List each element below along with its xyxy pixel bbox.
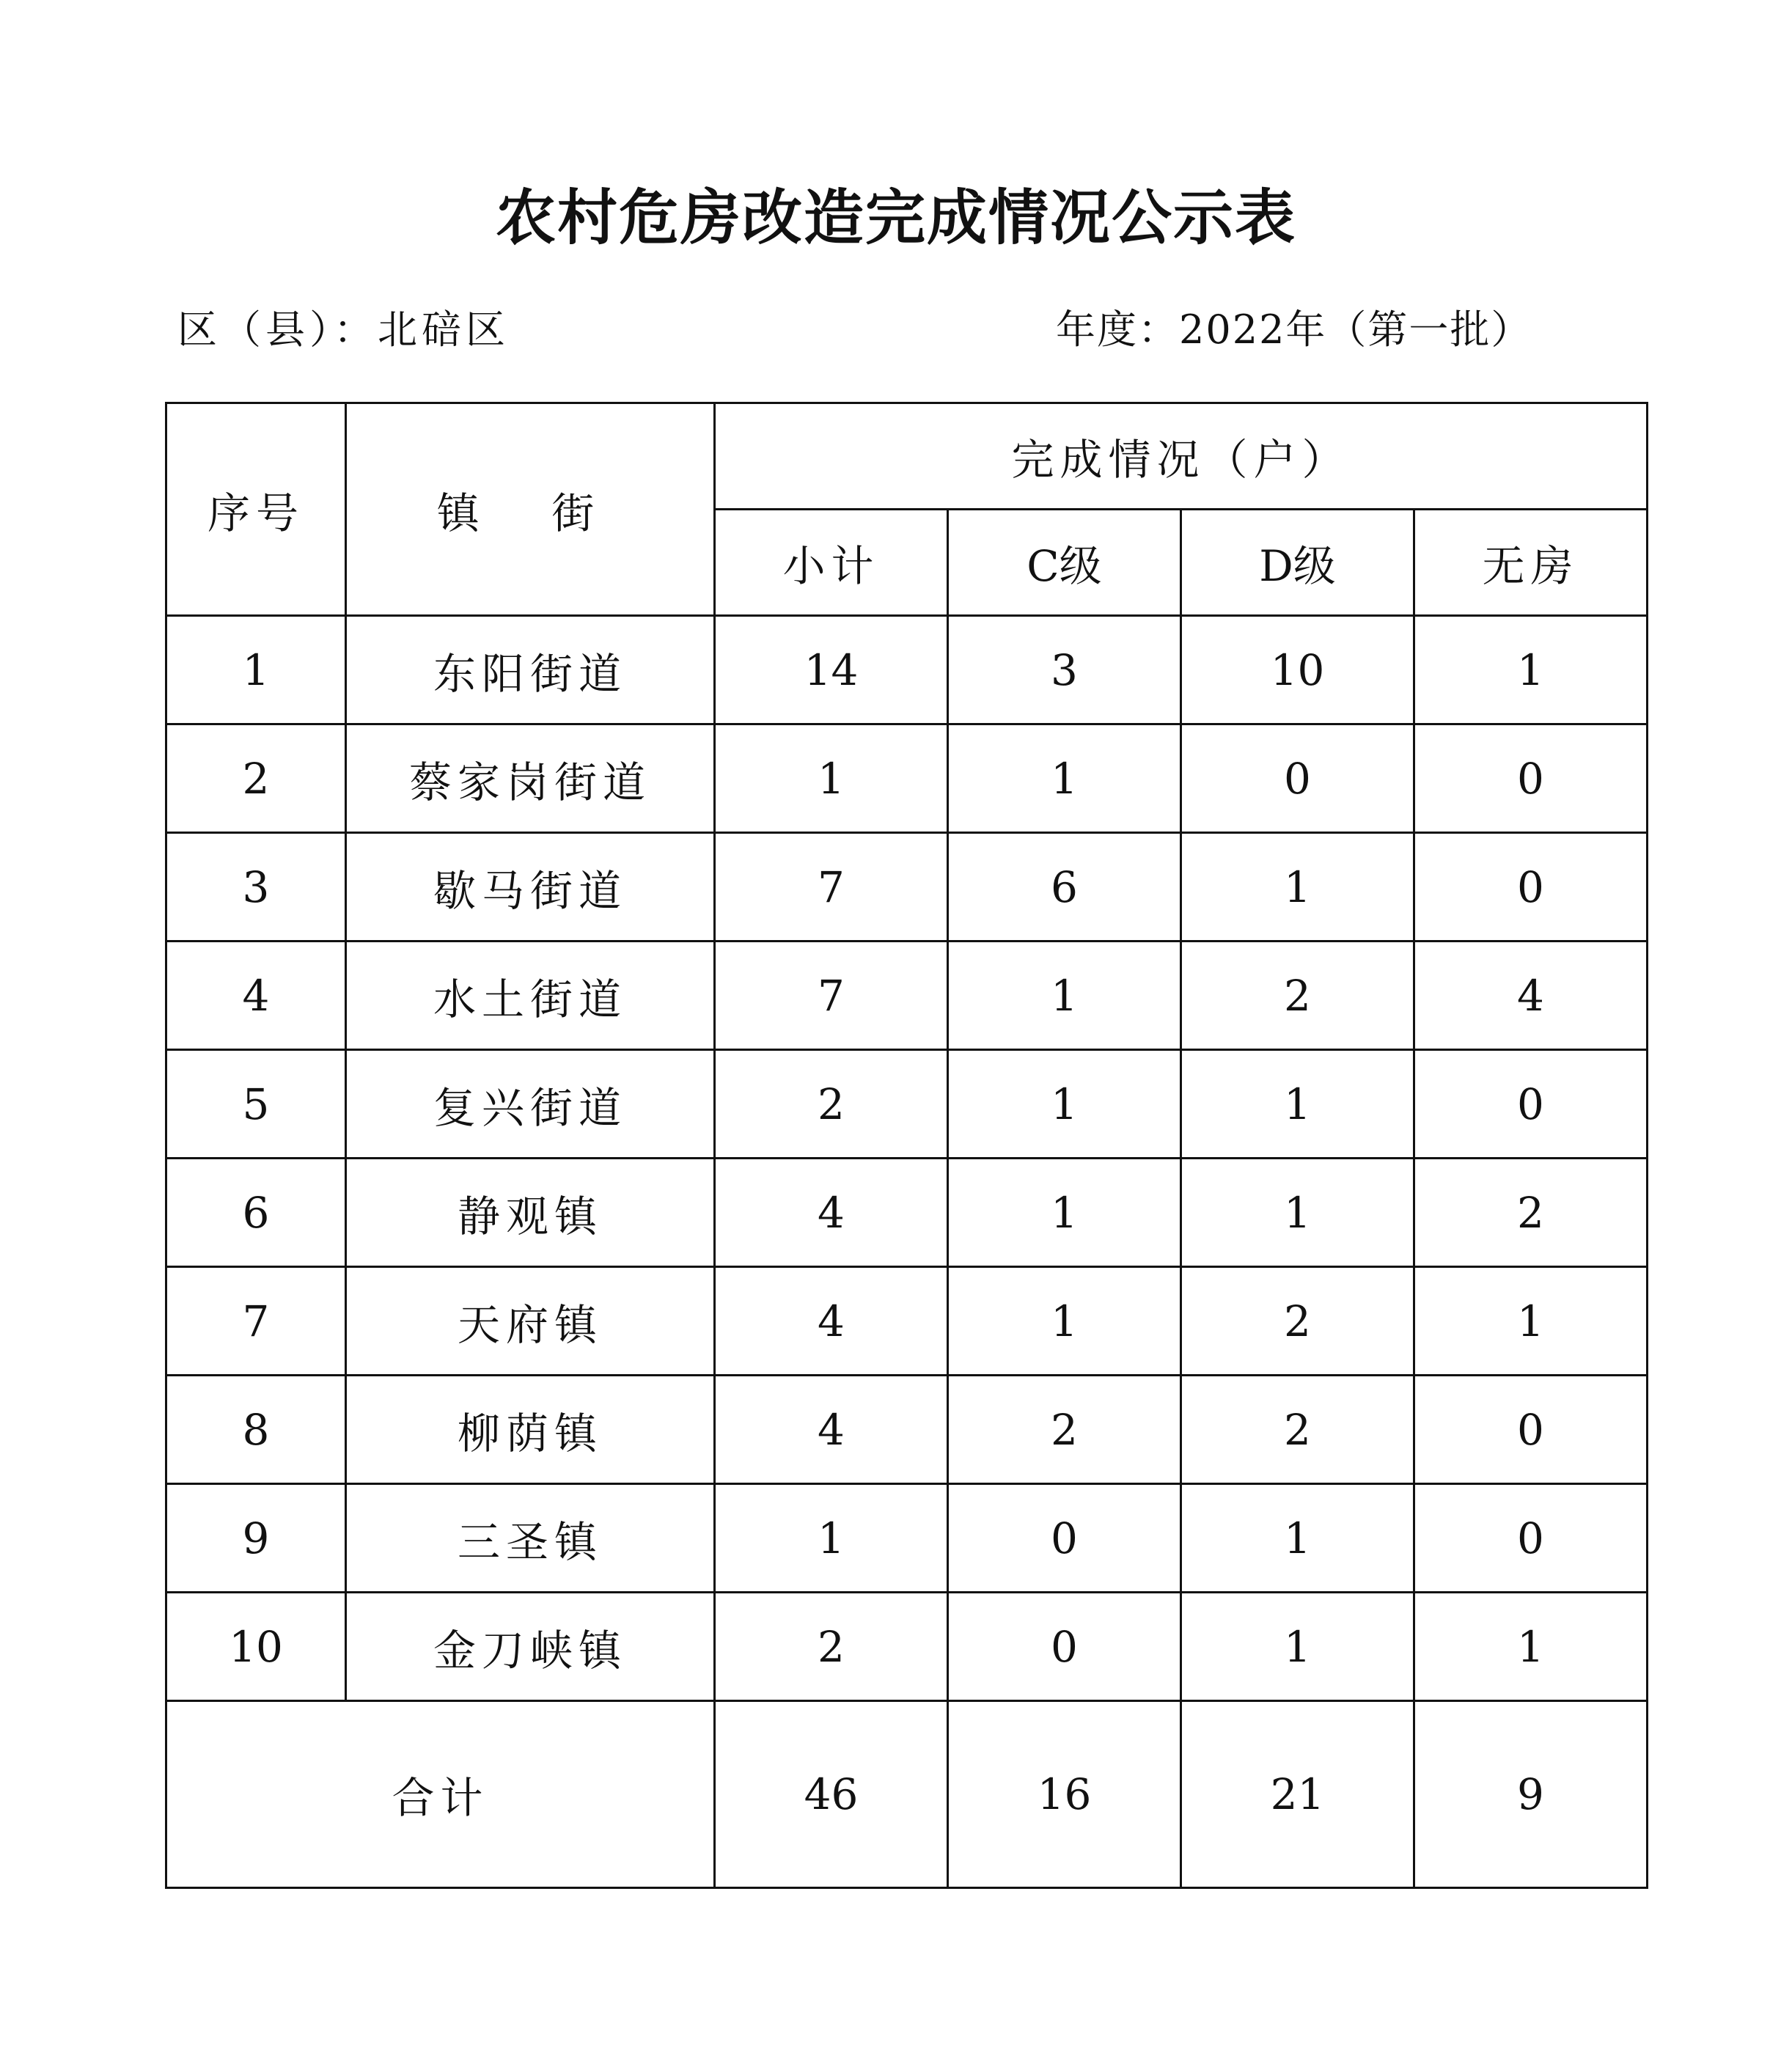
cell-c-level: 1	[948, 1050, 1181, 1159]
total-subtotal: 46	[715, 1701, 948, 1888]
cell-index: 4	[166, 942, 346, 1050]
cell-no-house: 0	[1414, 724, 1648, 833]
cell-d-level: 10	[1181, 616, 1414, 724]
cell-subtotal: 4	[715, 1376, 948, 1484]
cell-town: 蔡家岗街道	[346, 724, 715, 833]
cell-town: 东阳街道	[346, 616, 715, 724]
cell-d-level: 1	[1181, 1159, 1414, 1267]
cell-c-level: 3	[948, 616, 1181, 724]
cell-c-level: 1	[948, 1267, 1181, 1376]
cell-no-house: 1	[1414, 1267, 1648, 1376]
cell-d-level: 2	[1181, 1267, 1414, 1376]
total-c-level: 16	[948, 1701, 1181, 1888]
cell-no-house: 0	[1414, 1376, 1648, 1484]
cell-d-level: 1	[1181, 1484, 1414, 1593]
header-completion-group: 完成情况（户）	[715, 403, 1648, 510]
header-d-level: D级	[1181, 510, 1414, 616]
page-title: 农村危房改造完成情况公示表	[495, 183, 1296, 253]
cell-d-level: 1	[1181, 1050, 1414, 1159]
cell-subtotal: 7	[715, 833, 948, 942]
cell-no-house: 1	[1414, 616, 1648, 724]
cell-town: 金刀峡镇	[346, 1593, 715, 1701]
year-label: 年度：2022年（第一批）	[1056, 307, 1532, 353]
cell-subtotal: 14	[715, 616, 948, 724]
cell-town: 复兴街道	[346, 1050, 715, 1159]
header-no-house: 无房	[1414, 510, 1648, 616]
cell-index: 10	[166, 1593, 346, 1701]
cell-town: 静观镇	[346, 1159, 715, 1267]
cell-d-level: 0	[1181, 724, 1414, 833]
cell-c-level: 0	[948, 1593, 1181, 1701]
total-d-level: 21	[1181, 1701, 1414, 1888]
cell-town: 柳荫镇	[346, 1376, 715, 1484]
cell-c-level: 1	[948, 1159, 1181, 1267]
cell-subtotal: 7	[715, 942, 948, 1050]
table-row	[166, 1376, 1648, 1484]
cell-no-house: 0	[1414, 1484, 1648, 1593]
cell-town: 歇马街道	[346, 833, 715, 942]
cell-no-house: 1	[1414, 1593, 1648, 1701]
cell-d-level: 1	[1181, 1593, 1414, 1701]
completion-table	[165, 402, 1648, 1889]
cell-no-house: 2	[1414, 1159, 1648, 1267]
header-row-top	[166, 403, 1648, 510]
table-row	[166, 1267, 1648, 1376]
cell-c-level: 6	[948, 833, 1181, 942]
cell-index: 8	[166, 1376, 346, 1484]
cell-c-level: 1	[948, 724, 1181, 833]
cell-subtotal: 2	[715, 1593, 948, 1701]
table-row	[166, 833, 1648, 942]
cell-index: 9	[166, 1484, 346, 1593]
cell-d-level: 1	[1181, 833, 1414, 942]
cell-subtotal: 4	[715, 1267, 948, 1376]
header-subtotal: 小计	[715, 510, 948, 616]
cell-index: 1	[166, 616, 346, 724]
total-label: 合计	[166, 1701, 715, 1888]
cell-c-level: 2	[948, 1376, 1181, 1484]
cell-no-house: 4	[1414, 942, 1648, 1050]
cell-subtotal: 1	[715, 1484, 948, 1593]
cell-town: 天府镇	[346, 1267, 715, 1376]
total-row	[166, 1701, 1648, 1888]
cell-c-level: 0	[948, 1484, 1181, 1593]
cell-index: 3	[166, 833, 346, 942]
district-label: 区（县）：北碚区	[177, 307, 510, 353]
cell-subtotal: 4	[715, 1159, 948, 1267]
table-row	[166, 724, 1648, 833]
table-row	[166, 1593, 1648, 1701]
cell-index: 6	[166, 1159, 346, 1267]
header-index: 序号	[166, 403, 346, 616]
cell-index: 5	[166, 1050, 346, 1159]
cell-town: 水土街道	[346, 942, 715, 1050]
header-c-level: C级	[948, 510, 1181, 616]
total-no-house: 9	[1414, 1701, 1648, 1888]
cell-no-house: 0	[1414, 833, 1648, 942]
cell-c-level: 1	[948, 942, 1181, 1050]
cell-d-level: 2	[1181, 1376, 1414, 1484]
table-row	[166, 1050, 1648, 1159]
cell-index: 2	[166, 724, 346, 833]
table-row	[166, 616, 1648, 724]
cell-d-level: 2	[1181, 942, 1414, 1050]
table-row	[166, 1159, 1648, 1267]
cell-town: 三圣镇	[346, 1484, 715, 1593]
table-row	[166, 942, 1648, 1050]
cell-subtotal: 2	[715, 1050, 948, 1159]
table-row	[166, 1484, 1648, 1593]
header-town: 镇 街	[346, 403, 715, 616]
cell-no-house: 0	[1414, 1050, 1648, 1159]
cell-index: 7	[166, 1267, 346, 1376]
cell-subtotal: 1	[715, 724, 948, 833]
